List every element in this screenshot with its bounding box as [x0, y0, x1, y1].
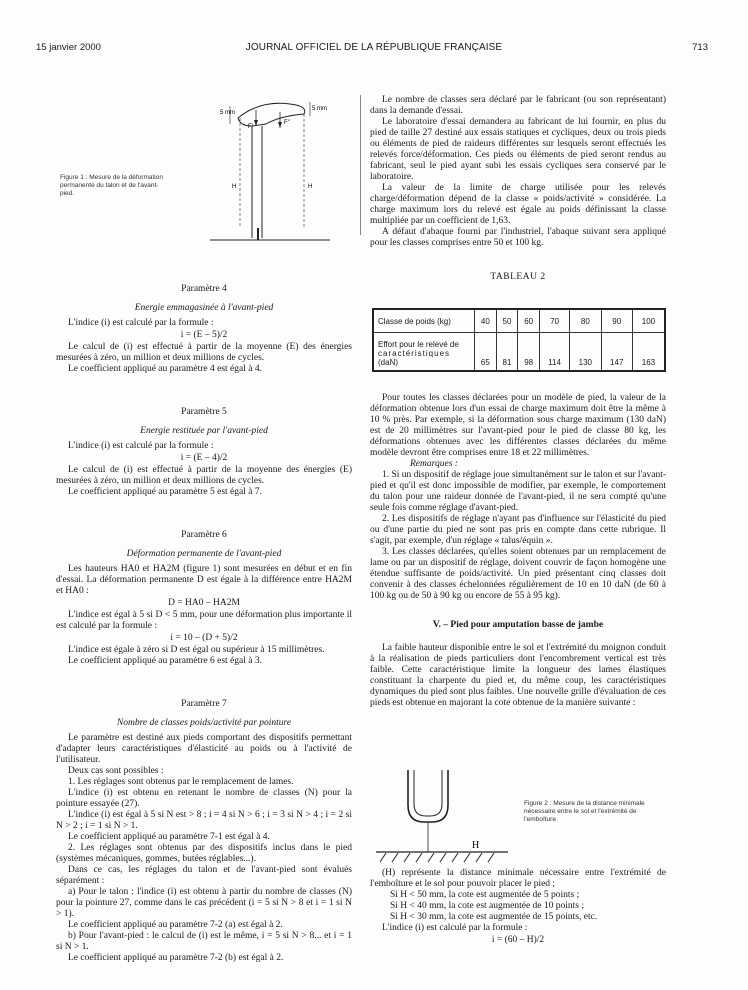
table-row-label-classes: Classe de poids (kg)	[373, 309, 475, 333]
h-para-5: L'indice (i) est calculé par la formule :	[382, 923, 528, 933]
param6-subtitle: Déformation permanente de l'avant-pied	[126, 549, 282, 559]
param7-line12: Le coefficient appliqué au paramètre 7-2 (b) est égal à 2.	[68, 953, 284, 963]
fig1-label-f2: F''	[284, 120, 290, 126]
param4-line1: L'indice (i) est calculé par la formule :	[68, 318, 214, 328]
right-para-5: Pour toutes les classes déclarées pour un modèle de pied, la valeur de la déformation obtenue lors d'un essai de charge maximum doit être la même à 10 % près. Par exemple, si la déformation sous charge maximum (130 daN) est de 20 millimètres sur l'avant-pied pour le pied de classe 80 kg, les déformations obtenues avec les différentes classes déclarées du même modèle devront être comprises entre 18 et 22 millimètres.	[370, 393, 666, 458]
table-2	[372, 308, 666, 372]
fig1-label-haf: H	[232, 184, 237, 190]
table-cell: 50	[496, 309, 518, 333]
section-v-para: La faible hauteur disponible entre le sol et l'extrémité du moignon conduit à la réalisation de pieds particuliers dont l'encombrement vertical est très faible. Cette caractéristique limite la longueur des lames élastiques constituant la charpente du pied et, du même coup, les caractéristiques dynamiques du pied sont plus faibles. Une nouvelle grille d'évaluation de ces pieds est obtenue en majorant la cote obtenue de la manière suivante :	[370, 643, 666, 708]
param7-line4: L'indice (i) est obtenu en retenant le nombre de classes (N) pour la pointure essayée (27).	[56, 788, 352, 809]
table-row	[373, 333, 665, 372]
param7-line8: Dans ce cas, les réglages du talon et de l'avant-pied sont évalués séparément :	[56, 865, 352, 886]
h-para-3: Si H < 40 mm, la cote est augmentée de 10 points ;	[390, 901, 585, 911]
table-cell: 100	[632, 309, 665, 333]
table-cell: 70	[540, 309, 570, 333]
param5-subtitle: Energie restituée par l'avant-pied	[140, 426, 268, 436]
param7-line3: 1. Les réglages sont obtenus par le remplacement de lames.	[68, 777, 294, 787]
table-cell: 81	[496, 333, 518, 372]
remarks-title: Remarques :	[410, 459, 458, 469]
fig1-label-5mm-right: 5 mm	[312, 106, 327, 112]
param7-line6: Le coefficient appliqué au paramètre 7-1 est égal à 4.	[68, 832, 270, 842]
figure-2-drawing	[368, 760, 518, 870]
param6-formula2: i = 10 – (D + 5)/2	[170, 633, 238, 643]
param4-line2: Le calcul de (i) est effectué à partir de la moyenne (E) des énergies mesurées à zéro, un million et deux millions de cycles.	[56, 342, 352, 363]
table-cell: 40	[475, 309, 497, 333]
param4-title: Paramètre 4	[181, 284, 227, 294]
param5-title: Paramètre 5	[181, 407, 227, 417]
param5-formula: i = (E – 4)/2	[180, 453, 228, 463]
param7-line11: b) Pour l'avant-pied : le calcul de (i) est le même, i = 5 si N > 8... et i = 1 si N > 1.	[56, 931, 352, 952]
param7-line2: Deux cas sont possibles :	[68, 766, 164, 776]
figure-2-caption: Figure 2 : Mesure de la distance minimale nécessaire entre le sol et l'extrémité de l'emboîture	[524, 800, 645, 823]
remark-1: 1. Si un dispositif de réglage joue simultanément sur le talon et sur l'avant-pied et qu'il est donc impossible de modifier, par exemple, le comportement du talon pour une raideur donnée de l'avant-pied, il ne sera compté qu'une seule fois comme réglage d'avant-pied.	[370, 470, 667, 513]
param6-line1: Les hauteurs HA0 et HA2M (figure 1) sont mesurées en début et en fin d'essai. La déformation permanente D est égale à la différence entre HA2M et HA0 :	[56, 564, 352, 596]
fig1-label-f1: F'	[248, 124, 253, 130]
table-cell: 80	[570, 309, 601, 333]
table-cell: 65	[475, 333, 497, 372]
fig1-label-5mm-left: 5 mm	[220, 110, 235, 116]
table-row	[373, 309, 665, 333]
right-column-top	[370, 95, 666, 249]
param7-line10: Le coefficient appliqué au paramètre 7-2 (a) est égal à 2.	[68, 920, 283, 930]
h-para-2: Si H < 50 mm, la cote est augmentée de 5 points ;	[390, 890, 580, 900]
param5-line2: Le calcul de (i) est effectué à partir de la moyenne des énergies (E) mesurées à zéro, un million et deux millions de cycles.	[56, 465, 352, 486]
param7-line7: 2. Les réglages sont obtenus par des dispositifs inclus dans le pied (systèmes mécaniques, gommes, butées réglables...).	[56, 843, 352, 864]
table-cell: 130	[570, 333, 601, 372]
param6-title: Paramètre 6	[181, 530, 227, 540]
param5-line1: L'indice (i) est calculé par la formule :	[68, 441, 214, 451]
table-2-title: TABLEAU 2	[490, 272, 546, 282]
param6-formula1: D = HA0 – HA2M	[168, 598, 240, 608]
h-para-4: Si H < 30 mm, la cote est augmentée de 15 points, etc.	[390, 912, 598, 922]
table-cell: 98	[518, 333, 540, 372]
right-para-2: Le laboratoire d'essai demandera au fabricant de lui fournir, en plus du pied de taille 27 destiné aux essais statiques et cycliques, deux ou trois pieds ou éléments de pied de raideurs différentes sur lesquels seront effectués les relevés force/déformation. Ces pieds ou éléments de pied seront rendus au fabricant, seul le pied ayant subi les essais cycliques sera conservé par le laboratoire.	[370, 117, 666, 182]
table-cell: 90	[601, 309, 632, 333]
param6-line3: L'indice est égale à zéro si D est égal ou supérieur à 15 millimètres.	[68, 645, 325, 655]
right-para-4: A défaut d'abaque fourni par l'industriel, l'abaque suivant sera appliqué pour les classes comprises entre 50 et 100 kg.	[370, 227, 666, 248]
column-separator	[360, 95, 361, 235]
left-column	[56, 270, 352, 964]
table-row-label-efforts	[373, 333, 475, 372]
table-cell: 147	[601, 333, 632, 372]
header-page-number: 713	[692, 42, 708, 53]
header-journal-title: JOURNAL OFFICIEL DE LA RÉPUBLIQUE FRANÇAISE	[245, 42, 503, 53]
remark-2: 2. Les dispositifs de réglage n'ayant pas d'influence sur l'élasticité du pied ou d'une partie du pied ne sont pas pris en compte dans cette rubrique. Il s'agit, par exemple, d'un réglage « talus/équin ».	[370, 514, 666, 546]
fig2-label-h: H	[472, 840, 480, 851]
table-cell: 60	[518, 309, 540, 333]
param5-line3: Le coefficient appliqué au paramètre 5 est égal à 7.	[68, 487, 262, 497]
param6-line4: Le coefficient appliqué au paramètre 6 est égal à 3.	[68, 656, 262, 666]
table-cell: 114	[540, 333, 570, 372]
remark-3: 3. Les classes déclarées, qu'elles soient obtenues par un remplacement de lame ou par un dispositif de réglage, doivent couvrir de façon homogène une étendue suffisante de poids/activité. Un pied présentant cinq classes doit convenir à des classes échelonnées régulièrement de 10 en 10 daN (de 60 à 100 kg ou de 50 à 90 kg ou encore de 55 à 95 kg).	[370, 547, 666, 601]
right-para-1: Le nombre de classes sera déclaré par le fabricant (ou son représentant) dans la demande d'essai.	[370, 95, 666, 116]
param4-formula: i = (E – 5)/2	[180, 330, 228, 340]
param6-line2: L'indice est égal à 5 si D < 5 mm, pour une déformation plus importante il est calculé par la formule :	[56, 610, 352, 631]
param4-line3: Le coefficient appliqué au paramètre 4 est égal à 4.	[68, 364, 262, 374]
param7-line1: Le paramètre est destiné aux pieds comportant des dispositifs permettant d'adapter leurs caractéristiques d'élasticité au poids ou à l'activité de l'utilisateur.	[56, 733, 352, 765]
right-column-middle	[370, 393, 666, 709]
header-date: 15 janvier 2000	[36, 42, 101, 53]
param4-subtitle: Energie emmagasinée à l'avant-pied	[134, 303, 274, 313]
effort-label-a: Effort pour le relevé de	[378, 340, 459, 349]
right-column-bottom	[370, 868, 666, 947]
param7-line5: L'indice (i) est égal à 5 si N est > 8 ; i = 4 si N > 6 ; i = 3 si N > 4 ; i = 2 si N > 2 ; i = 1 si N > 1.	[56, 810, 352, 831]
effort-label-c: (daN)	[378, 358, 399, 367]
section-v-title: V. – Pied pour amputation basse de jambe	[432, 620, 604, 630]
h-para-1: (H) représente la distance minimale nécessaire entre l'extrémité de l'emboîture et le sol pour pouvoir placer le pied ;	[370, 868, 666, 889]
figure-1-caption: Figure 1 : Mesure de la déformation permanente du talon et de l'avant-pied.	[60, 174, 163, 197]
fig1-label-ha: H	[308, 184, 313, 190]
table-cell: 163	[632, 333, 665, 372]
param7-line9: a) Pour le talon : l'indice (i) est obtenu à partir du nombre de classes (N) pour la pointure 27, comme dans le cas précédent (i = 5 si N > 8 et i = 1 si N > 1).	[56, 887, 352, 919]
effort-label-b: caractéristiques	[378, 349, 451, 358]
right-para-3: La valeur de la limite de charge utilisée pour les relevés charge/déformation dépend de la classe « poids/activité » considérée. La charge maximum lors du relevé est égale au poids définissant la classe multipliée par un coefficient de 1,63.	[370, 183, 666, 226]
param7-subtitle: Nombre de classes poids/activité par pointure	[116, 718, 292, 728]
figure-1-drawing	[200, 98, 340, 248]
h-formula: i = (60 – H)/2	[491, 935, 545, 945]
param7-title: Paramètre 7	[181, 699, 227, 709]
